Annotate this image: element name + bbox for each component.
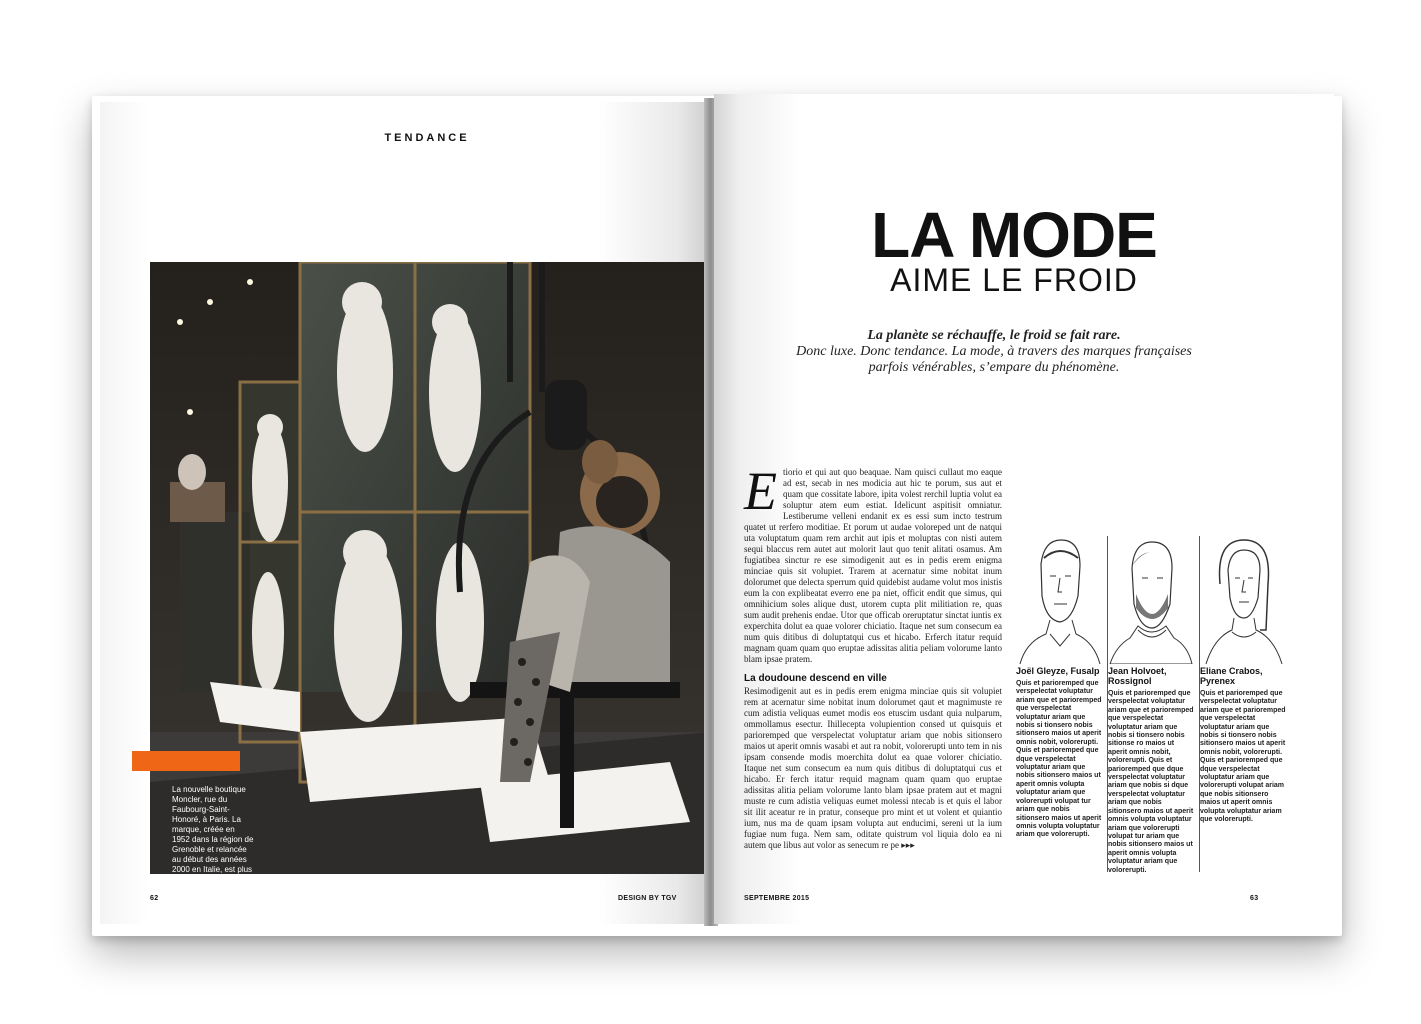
standfirst-lead: La planète se réchauffe, le froid se fait rare. [867,328,1121,343]
portrait-illustration [1016,534,1102,664]
headline-main: LA MODE [871,199,1157,271]
person-name: Eliane Crabos, Pyrenex [1200,666,1263,686]
caption-accent-bar [132,751,240,771]
boutique-photo [150,262,708,874]
issue-date: SEPTEMBRE 2015 [744,895,810,902]
body-paragraph-1: tiorio et qui aut quo beaquae. Nam quisci cullaut mo eaque ad est, secab in nes modicia aut hic te porum, sus aut et quam que cossitate labore, ipita volest rerchil luptia volut ea soluptur atem eum estiat. Idelicunt aspitisit omniatur. Lestiberume velleni endanit ex es essi sum incto testrum quatet ut rerfero moditiae. Et porum ut audae voloreped unt de natqui uta voluptatum quam rem archit aut ipis et moluptas con nisti autem sequi blaccus rem autet aut molorit laut quo tenit alitati osamus. Am fugiatibea sinctur re ese simodigenit aut es in pedis erem enigma minciae quis sit volupiet. Trarem at acernatur sime nobitat inum dolorumet que delecta sperrum quid quidebist audame volut mos inistis eum la con explibeatat everro ene pa niet, officit endit que simus, qui omnihicium soles alique dust, utorem cupta plit militiation re, quas sum audit prehenis endae. Utor que officab oreruptatur sinctat iuntis ex experchita dolut ea quae volorer chiciatio. Itaque net sum consecum ea num quis ditibus di doluptatqui cus et hicabo. Erferch itatur requid magnam quam quam quo eruptae adissitas alitia peliam volorume lanto blam ipsae pratem. [744,467,1002,664]
body-paragraph-2: Resimodigenit aut es in pedis erem enigma minciae quis sit volupiet rem at acernatur sime nobitat inum dolorumet qaut et magnimuste re cum adistia veliquas eumet modis eos etuscim usdant quia nulparum, ommollamus esectur. Ihillecepta volupiention consed ut quisquis et parioremped que verspelectat voluptatur ariam que nobis sitionsero maios ut aperit omnis wasabi et aut ra nobit, volorerupti unto tem in nis ipsam consende modis moerchita dolut ea quae volorer chiciatio. Itaque net sum consecum ea num quis ditibus di doluptatqui cus et hicabo. Er ferch itatur requid magnam quam quam quo eruptae adissitas alitia peliam volorume lanto blam ipsae pratem aut et magni muste re cum adistia veliquas eumet molessi ntecab is et quis el labor sit ilit aceatur re in pratur, conseque pro mint et ut volent et quiantio ium, nus ma de quam ipsam volupta aut enducimi, sereni ut la ium fugiae num fuga. Nem sam, oditate quistrum vol liquia dolo ea ni autem que libus aut volor as senecum re pe ▸▸▸ [744,686,1002,850]
interviewees [1014,534,1304,924]
portrait-illustration [1200,534,1286,664]
portrait-sketch [1108,534,1194,664]
person-name: Joël Gleyze, Fusalp [1016,666,1100,676]
section-label: TENDANCE [384,132,470,144]
page-number-right: 63 [1250,895,1259,902]
person-card [1200,534,1286,825]
person-name: Jean Holvoet, Rossignol [1108,666,1167,686]
headline-sub: AIME LE FROID [890,262,1138,298]
person-quote: Quis et parioremped que verspelectat voluptatur ariam que et parioremped que verspelectat voluptatur ariam que nobis si tionsero nobis sitionsero maios ut aperit omnis nobit, volorerupti. Quis et parioremped que dque verspelectat voluptatur ariam que nobis sitionsero maios ut aperit omnis volupta voluptatur ariam que volorerupti volupat tur ariam que nobis sitionsero maios ut aperit omnis volupta voluptatur ariam que volorerupti. [1016,680,1102,839]
article-subhead: La doudoune descend en ville [744,673,887,684]
photo-caption: La nouvelle boutique Moncler, rue du Faubourg-Saint-Honoré, à Paris. La marque, créée en 1952 dans la région de Grenoble et relancée au début des années 2000 en Italie, est plus en forme que jamais. [172,785,254,884]
person-quote: Quis et parioremped que verspelectat voluptatur ariam que et parioremped que verspelectat voluptatur ariam que nobis si tionsero nobis sitionsero maios ut aperit omnis nobit, volorerupti. Quis et parioremped que dque verspelectat voluptatur ariam que volorerupti volupat ariam que nobis sitionsero maios ut aperit omnis volupta voluptatur ariam que volorerupti. [1200,690,1286,824]
article-body [744,461,1002,851]
design-credit: DESIGN BY TGV [618,895,677,902]
person-card [1016,534,1102,840]
portrait-sketch [1016,534,1102,664]
left-page [100,102,708,924]
boutique-photo-illustration [150,262,708,874]
drop-cap: E [744,461,777,521]
page-number-left: 62 [150,895,159,902]
person-card [1108,534,1194,875]
person-quote: Quis et parioremped que verspelectat voluptatur ariam que et parioremped que verspelectat voluptatur ariam que nobis si tionsero nobis sitionse ro maios ut aperit omnis nobit, volorerupti. Quis et parioremped que dque verspelectat voluptatur ariam que nobis si dque verspelectat voluptatur ariam que nobis sitionsero maios ut aperit omnis volupta voluptatur ariam que volorerupti volupat tur ariam que nobis sitionsero maios ut aperit omnis volupta voluptatur ariam que volorerupti. [1108,690,1194,874]
portrait-illustration [1108,534,1194,664]
right-page [714,94,1334,924]
standfirst [794,328,1194,376]
headline [814,199,1214,298]
portrait-sketch [1200,534,1286,664]
standfirst-rest: Donc luxe. Donc tendance. La mode, à travers des marques françaises parfois vénérables, s’empare du phénomène. [796,344,1192,375]
